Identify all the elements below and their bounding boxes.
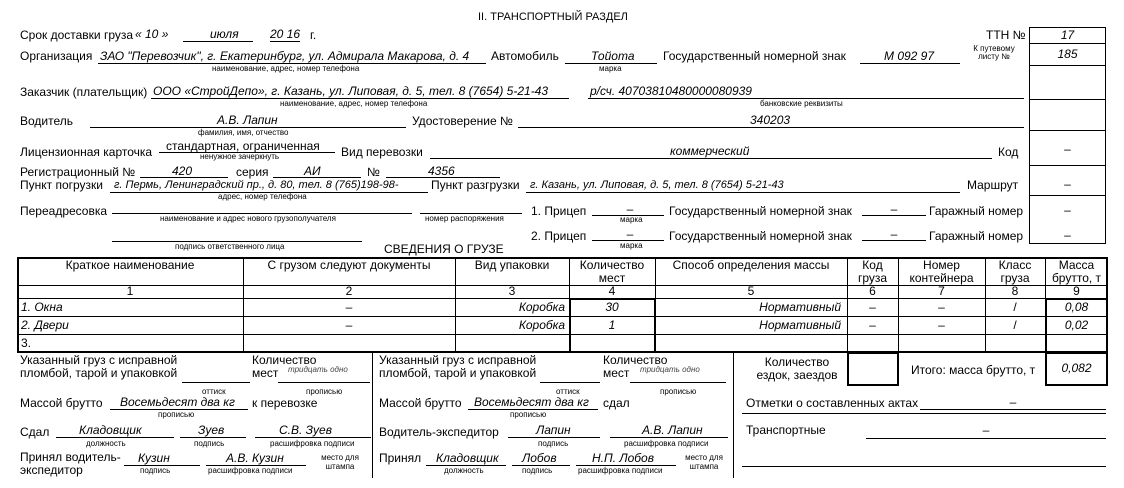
trailer2-plate-label: Государственный номерной знак [669, 229, 852, 243]
accepted-hint-position: должность [444, 466, 484, 475]
num-label: № [367, 165, 380, 179]
mass-hint-right: прописью [510, 410, 547, 419]
seal-label-right: Указанный груз с исправной пломбой, тарой и упаковкой [379, 353, 537, 381]
section-title: II. ТРАНСПОРТНЫЙ РАЗДЕЛ [478, 11, 628, 23]
trips-box [847, 352, 899, 386]
table-row-class: / [1013, 317, 1017, 332]
table-row-code: – [869, 299, 876, 314]
accepted-sign: Лобов [522, 451, 557, 465]
customer-hint: наименование, адрес, номер телефона [280, 99, 428, 108]
total-value: 0,082 [1061, 361, 1092, 375]
series-value: АИ [304, 164, 321, 178]
customer-label: Заказчик (плательщик) [20, 85, 148, 99]
unload-value: г. Казань, ул. Липовая, д. 5, тел. 8 (7654) 5-21-43 [530, 179, 784, 191]
car-hint: марка [599, 64, 622, 73]
cert-value: 340203 [750, 113, 791, 127]
mass-value-left: Восемьдесят два кг [120, 395, 235, 409]
trailer1-value: – [626, 202, 634, 216]
table-row-mass: 0,08 [1064, 299, 1089, 314]
trailer2-hint: марка [620, 241, 643, 250]
col-header-container: Номер контейнера [909, 257, 974, 285]
redirect-label: Переадресовка [20, 204, 108, 218]
table-row-docs: – [345, 317, 353, 332]
redirect-hint-sign: подпись ответственного лица [175, 242, 285, 251]
col-number: 5 [747, 284, 755, 299]
code-label: Код [998, 145, 1019, 159]
trailer2-plate-value: – [890, 227, 898, 241]
table-row-qty: 1 [608, 317, 616, 332]
hint-digits-left: оттиск [202, 387, 226, 396]
table-row-name: 2. Двери [21, 317, 69, 332]
acts-label: Отметки о составленных актах [746, 396, 919, 410]
total-label: Итого: масса брутто, т [911, 363, 1036, 377]
driver-label: Водитель [20, 114, 74, 128]
num-value: 4356 [428, 164, 455, 178]
sdal-hint-sign: подпись [194, 439, 225, 448]
customer-value: ООО «СтройДепо», г. Казань, ул. Липовая, д. 5, тел. 8 (7654) 5-21-43 [153, 84, 549, 98]
accepted-driver-hint-sign: подпись [140, 466, 171, 475]
mass-label-left: Массой брутто [20, 396, 103, 410]
transport-value: – [982, 423, 990, 437]
to-transport-label: к перевозке [252, 396, 318, 410]
bank-value: р/сч. 40703810480000080939 [590, 84, 752, 98]
accepted-label: Принял [379, 451, 422, 465]
table-row-mass: 0,02 [1064, 317, 1089, 332]
mass-hint-left: прописью [158, 410, 195, 419]
table-row-method: Нормативный [759, 299, 841, 314]
col-number: 6 [869, 284, 876, 299]
load-value: г. Пермь, Ленинградский пр., д. 80, тел. 8 (765)198-98- [114, 179, 399, 191]
route-value: – [1064, 177, 1071, 191]
table-row-qty: 30 [605, 299, 619, 314]
seal-label-left: Указанный груз с исправной пломбой, тарой и упаковкой [20, 353, 178, 381]
transport-label: Транспортные [746, 423, 826, 437]
trailer2-garage-label: Гаражный номер [929, 229, 1024, 243]
trailer1-hint: марка [620, 215, 643, 224]
driver-exp-decode: А.В. Лапин [642, 423, 703, 437]
qty-value-left: тридцать одно [288, 365, 348, 374]
accepted-hint-decode: расшифровка подписи [578, 466, 663, 475]
col-header-packing: Вид упаковки [474, 257, 550, 272]
sdal-decode: С.В. Зуев [279, 423, 332, 437]
reg-value: 420 [172, 164, 193, 178]
hint-digits-right: оттиск [556, 387, 580, 396]
org-label: Организация [20, 49, 93, 63]
reg-label: Регистрационный № [20, 165, 136, 179]
redirect-hint-order: номер распоряжения [425, 214, 504, 223]
acts-value: – [1009, 395, 1017, 409]
trailer1-plate-value: – [890, 202, 898, 216]
hint-words-left: прописью [306, 387, 343, 396]
trips-label: Количество ездок, заездов [756, 355, 838, 383]
plate-label: Государственный номерной знак [663, 49, 846, 63]
table-row-name: 3. [21, 335, 32, 350]
series-label: серия [236, 165, 269, 179]
transport-type-value: коммерческий [670, 144, 750, 158]
trailer1-garage-value: – [1064, 203, 1071, 217]
driver-value: А.В. Лапин [217, 113, 278, 127]
col-header-method: Способ определения массы [672, 257, 830, 272]
waybill-value: 185 [1057, 47, 1078, 61]
redirect-hint-receiver: наименование и адрес нового грузополучателя [160, 214, 336, 223]
col-number: 2 [345, 284, 353, 299]
accepted-driver-sign: Кузин [138, 451, 170, 465]
driver-hint: фамилия, имя, отчество [198, 128, 289, 137]
col-number: 4 [608, 284, 616, 299]
table-row-name: 1. Окна [21, 299, 63, 314]
license-hint: ненужное зачеркнуть [200, 152, 280, 161]
handed-over-label: сдал [603, 396, 630, 410]
col-header-code: Код груза [857, 257, 888, 285]
sdal-hint-decode: расшифровка подписи [270, 439, 355, 448]
transport-type-label: Вид перевозки [341, 145, 423, 159]
driver-exp-hint-decode: расшифровка подписи [624, 439, 709, 448]
driver-exp-sign: Лапин [536, 423, 571, 437]
ttn-label: ТТН № [986, 28, 1026, 42]
trailer2-value: – [626, 227, 634, 241]
col-number: 1 [126, 284, 134, 299]
accepted-hint-sign: подпись [522, 466, 553, 475]
accepted-driver-hint-decode: расшифровка подписи [208, 466, 293, 475]
delivery-year-suffix: г. [310, 28, 317, 42]
table-row-docs: – [345, 299, 353, 314]
col-number: 8 [1011, 284, 1019, 299]
ttn-value: 17 [1060, 28, 1075, 42]
car-value: Тойота [591, 49, 635, 63]
accepted-decode: Н.П. Лобов [592, 451, 654, 465]
table-row-packing: Коробка [518, 317, 565, 332]
col-number: 7 [938, 284, 945, 299]
delivery-label: Срок доставки груза [20, 28, 134, 42]
table-row-class: / [1013, 299, 1017, 314]
col-header-qty: Количество мест [579, 257, 645, 285]
col-header-name: Краткое наименование [65, 257, 195, 272]
org-hint: наименование, адрес, номер телефона [212, 64, 360, 73]
delivery-year: 20 16 [270, 27, 301, 41]
route-label: Маршрут [967, 178, 1019, 192]
load-hint: адрес, номер телефона [218, 192, 307, 201]
car-label: Автомобиль [491, 49, 559, 63]
qty-value-right: тридцать одно [640, 365, 700, 374]
license-label: Лицензионная карточка [20, 145, 153, 159]
sdal-sign: Зуев [198, 423, 225, 437]
bank-hint: банковские реквизиты [760, 99, 843, 108]
accepted-driver-decode: А.В. Кузин [226, 451, 284, 465]
accepted-position: Кладовщик [436, 451, 499, 465]
sdal-hint-position: должность [86, 439, 126, 448]
plate-value: М 092 97 [884, 49, 935, 63]
col-header-mass: Масса брутто, т [1051, 257, 1102, 285]
col-header-class: Класс груза [998, 257, 1032, 285]
mass-value-right: Восемьдесят два кг [474, 395, 589, 409]
trailer2-garage-value: – [1064, 228, 1071, 242]
table-row-container: – [938, 299, 945, 314]
stamp-hint-right: место для штампа [685, 453, 723, 471]
accepted-driver-label: Принял водитель-экспедитор [20, 450, 121, 478]
cargo-title: СВЕДЕНИЯ О ГРУЗЕ [384, 242, 504, 256]
mass-label-right: Массой брутто [379, 396, 462, 410]
col-header-docs: С грузом следуют документы [267, 257, 431, 272]
load-label: Пункт погрузки [20, 178, 104, 192]
table-row-packing: Коробка [518, 299, 565, 314]
cert-label: Удостоверение № [412, 114, 513, 128]
qty-label-left: Количество мест [252, 353, 317, 381]
driver-exp-label: Водитель-экспедитор [379, 425, 499, 439]
code-value: – [1064, 142, 1071, 156]
stamp-hint-left: место для штампа [321, 453, 359, 471]
trailer1-label: 1. Прицеп [531, 204, 587, 218]
sdal-label: Сдал [20, 425, 50, 439]
driver-exp-hint-sign: подпись [538, 439, 569, 448]
license-value: стандартная, ограниченная [166, 139, 320, 153]
sdal-position: Кладовщик [79, 423, 142, 437]
table-row-method: Нормативный [759, 317, 841, 332]
trailer1-plate-label: Государственный номерной знак [669, 204, 852, 218]
hint-words-right: прописью [660, 387, 697, 396]
qty-label-right: Количество мест [603, 353, 668, 381]
col-number: 3 [508, 284, 516, 299]
table-row-code: – [869, 317, 876, 332]
delivery-month: июля [210, 27, 239, 41]
trailer2-label: 2. Прицеп [531, 229, 587, 243]
org-value: ЗАО "Перевозчик", г. Екатеринбург, ул. Адмирала Макарова, д. 4 [100, 49, 470, 63]
table-row-container: – [938, 317, 945, 332]
unload-label: Пункт разгрузки [431, 178, 520, 192]
col-number: 9 [1073, 284, 1080, 299]
waybill-label: К путевому листу № [973, 44, 1015, 61]
trailer1-garage-label: Гаражный номер [929, 204, 1024, 218]
delivery-day: « 10 » [135, 27, 169, 41]
